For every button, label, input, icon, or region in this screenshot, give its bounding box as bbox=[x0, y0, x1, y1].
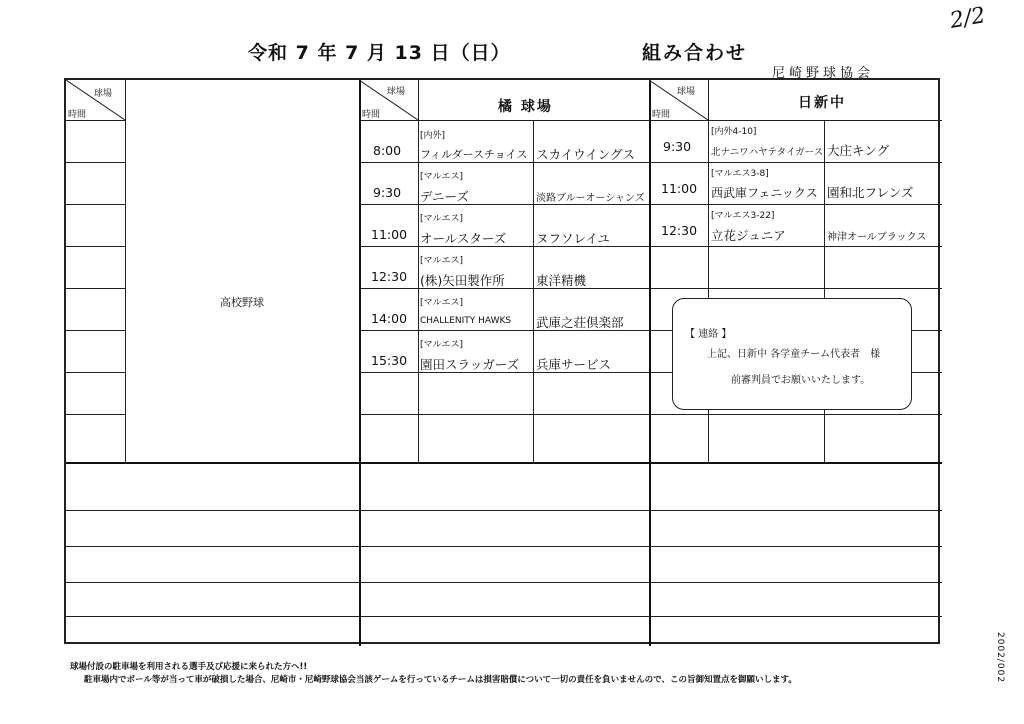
match-time: 9:30 bbox=[373, 185, 402, 200]
match-time: 12:30 bbox=[371, 269, 408, 284]
corner-venue-label: 球場 bbox=[94, 89, 113, 99]
division-label: [内外] bbox=[420, 131, 446, 141]
corner-venue-label: 球場 bbox=[387, 87, 406, 97]
team-away: 東洋精機 bbox=[536, 273, 587, 288]
notice-line-2: 前審判員でお願いいたします。 bbox=[731, 375, 871, 386]
team-home: 立花ジュニア bbox=[711, 228, 786, 243]
division-label: [マルエス] bbox=[420, 298, 464, 308]
division-label: [マルエス] bbox=[420, 256, 464, 266]
match-time: 9:30 bbox=[663, 139, 692, 154]
team-away: 園和北フレンズ bbox=[827, 185, 914, 200]
notice-line-1: 上記、日新中 各学童チーム代表者 様 bbox=[707, 349, 881, 360]
grid-line bbox=[66, 120, 125, 121]
team-home: 園田スラッガーズ bbox=[420, 357, 520, 372]
fax-page-code: 2002/002 bbox=[995, 632, 1005, 684]
team-home: 北ナニワハヤテタイガース bbox=[711, 147, 824, 158]
grid-line bbox=[359, 120, 942, 121]
corner-time-label: 時間 bbox=[68, 110, 87, 120]
division-label: [マルエス3-8] bbox=[711, 169, 769, 179]
grid-line bbox=[359, 80, 361, 646]
team-away: 淡路ブルーオーシャンズ bbox=[536, 193, 645, 204]
division-label: [マルエス3-22] bbox=[711, 211, 775, 221]
grid-line bbox=[418, 80, 419, 462]
team-away: 武庫之荘倶楽部 bbox=[536, 315, 624, 330]
team-home: デニーズ bbox=[420, 189, 469, 204]
match-time: 11:00 bbox=[371, 227, 408, 242]
grid-line bbox=[649, 80, 651, 646]
match-time: 11:00 bbox=[661, 181, 698, 196]
team-away: 兵庫サービス bbox=[536, 357, 612, 372]
section-divider bbox=[66, 462, 942, 464]
division-label: [マルエス] bbox=[420, 340, 464, 350]
corner-time-label: 時間 bbox=[652, 110, 671, 120]
tachibana-venue-header: 橘 球場 bbox=[498, 99, 553, 115]
match-time: 15:30 bbox=[371, 353, 408, 368]
team-home: オールスターズ bbox=[420, 231, 507, 246]
notice-box bbox=[672, 298, 912, 410]
match-time: 8:00 bbox=[373, 143, 402, 158]
match-time: 12:30 bbox=[661, 223, 698, 238]
team-away: 神津オールブラックス bbox=[827, 232, 927, 243]
team-home: 西武庫フェニックス bbox=[711, 186, 818, 200]
grid-line bbox=[824, 120, 825, 462]
team-home: CHALLENITY HAWKS bbox=[420, 316, 512, 326]
team-away: ヌフソレイユ bbox=[536, 231, 610, 246]
team-away: 大庄キング bbox=[827, 143, 890, 158]
schedule-date-title: 令和 7 年 7 月 13 日（日） bbox=[248, 42, 511, 64]
division-label: [マルエス] bbox=[420, 214, 464, 224]
notice-heading: 【 連絡 】 bbox=[685, 329, 732, 340]
corner-time-label: 時間 bbox=[362, 110, 381, 120]
corner-venue-label: 球場 bbox=[677, 87, 696, 97]
grid-line bbox=[125, 80, 126, 462]
division-label: [内外4-10] bbox=[711, 127, 757, 137]
parking-notice-body: 駐車場内でボール等が当って車が破損した場合、尼崎市・尼崎野球協会当該ゲームを行っているチームは損害賠償について一切の責任を負いませんので、この旨御知置点を御願いします。 bbox=[84, 675, 797, 685]
match-time: 14:00 bbox=[371, 311, 408, 326]
division-label: [マルエス] bbox=[420, 172, 464, 182]
nisshin-venue-header: 日新中 bbox=[798, 95, 846, 111]
team-home: (株)矢田製作所 bbox=[420, 273, 505, 288]
team-away: スカイウイングス bbox=[536, 147, 635, 162]
page-number-mark: 2/2 bbox=[948, 3, 988, 34]
high-school-baseball-label: 高校野球 bbox=[220, 296, 264, 309]
parking-notice-heading: 球場付設の駐車場を利用される選手及び応援に来られた方へ!! bbox=[70, 662, 308, 672]
organization-name: 尼崎野球協会 bbox=[772, 66, 875, 81]
grid-line bbox=[533, 120, 534, 462]
schedule-subtitle: 組み合わせ bbox=[642, 42, 748, 64]
team-home: フィルダースチョイス bbox=[420, 148, 528, 161]
